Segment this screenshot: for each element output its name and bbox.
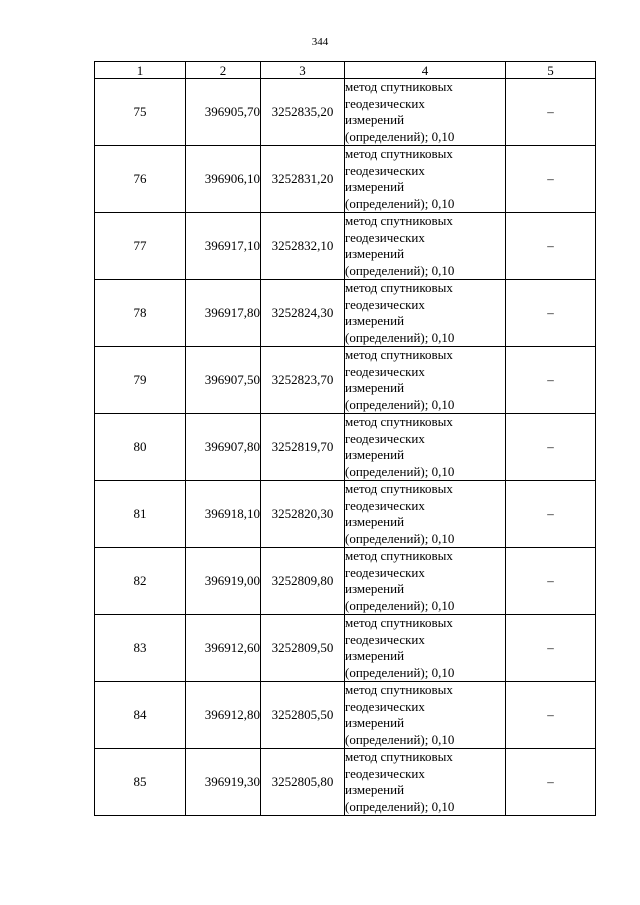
column-5-value: – [506,213,596,280]
coordinate-y: 3252819,70 [261,414,345,481]
method-line: метод спутниковых [345,414,453,429]
method-description [345,213,506,280]
method-line: (определений); 0,10 [345,597,455,613]
coordinate-x: 396918,10 [186,481,261,548]
table-row [95,146,596,213]
point-number: 78 [95,280,186,347]
method-description [345,280,506,347]
coordinate-x: 396912,80 [186,682,261,749]
point-number: 77 [95,213,186,280]
point-number: 79 [95,347,186,414]
method-line: (определений); 0,10 [345,530,455,546]
method-line: (определений); 0,10 [345,128,455,144]
method-line: метод спутниковых [345,548,453,563]
method-line: (определений); 0,10 [345,396,455,412]
column-5-value: – [506,615,596,682]
method-line: геодезических [345,229,425,245]
coordinate-y: 3252809,80 [261,548,345,615]
method-line: измерений [345,782,405,797]
table-row [95,79,596,146]
column-5-value: – [506,79,596,146]
column-5-value: – [506,146,596,213]
method-description [345,347,506,414]
point-number: 75 [95,79,186,146]
method-line: геодезических [345,698,425,714]
method-line: геодезических [345,363,425,379]
table-row [95,615,596,682]
point-number: 82 [95,548,186,615]
method-line: метод спутниковых [345,749,453,764]
header-col-2: 2 [186,62,261,79]
coordinate-x: 396912,60 [186,615,261,682]
method-line: метод спутниковых [345,481,453,496]
table-row [95,548,596,615]
method-line: метод спутниковых [345,280,453,295]
header-col-5: 5 [506,62,596,79]
coordinate-x: 396905,70 [186,79,261,146]
method-line: (определений); 0,10 [345,329,455,345]
method-line: измерений [345,715,405,730]
coordinate-y: 3252820,30 [261,481,345,548]
method-line: метод спутниковых [345,79,453,94]
method-line: метод спутниковых [345,347,453,362]
coordinate-y: 3252805,80 [261,749,345,816]
method-line: метод спутниковых [345,615,453,630]
method-line: измерений [345,112,405,127]
coordinate-x: 396917,10 [186,213,261,280]
table-row [95,749,596,816]
point-number: 85 [95,749,186,816]
coordinate-y: 3252824,30 [261,280,345,347]
method-line: геодезических [345,564,425,580]
method-description [345,548,506,615]
point-number: 84 [95,682,186,749]
method-line: (определений); 0,10 [345,195,455,211]
table-row [95,481,596,548]
method-line: геодезических [345,162,425,178]
table-row [95,682,596,749]
method-description [345,749,506,816]
coordinate-y: 3252835,20 [261,79,345,146]
method-line: (определений); 0,10 [345,664,455,680]
method-description [345,481,506,548]
method-line: геодезических [345,296,425,312]
coordinate-x: 396907,80 [186,414,261,481]
coordinate-y: 3252809,50 [261,615,345,682]
method-description [345,615,506,682]
method-line: измерений [345,514,405,529]
method-line: геодезических [345,765,425,781]
method-line: измерений [345,246,405,261]
method-line: (определений); 0,10 [345,798,455,814]
point-number: 81 [95,481,186,548]
method-description [345,146,506,213]
method-line: геодезических [345,95,425,111]
column-5-value: – [506,682,596,749]
method-line: (определений); 0,10 [345,262,455,278]
coordinate-x: 396919,30 [186,749,261,816]
method-line: геодезических [345,430,425,446]
coordinates-table [94,61,596,816]
point-number: 76 [95,146,186,213]
method-line: измерений [345,313,405,328]
column-5-value: – [506,481,596,548]
coordinate-y: 3252805,50 [261,682,345,749]
method-line: метод спутниковых [345,146,453,161]
coordinate-x: 396919,00 [186,548,261,615]
column-5-value: – [506,280,596,347]
coordinate-y: 3252832,10 [261,213,345,280]
table-row [95,213,596,280]
method-line: измерений [345,447,405,462]
column-5-value: – [506,548,596,615]
method-line: геодезических [345,631,425,647]
method-line: измерений [345,179,405,194]
coordinate-x: 396907,50 [186,347,261,414]
method-line: геодезических [345,497,425,513]
header-col-1: 1 [95,62,186,79]
table-row [95,347,596,414]
method-line: измерений [345,581,405,596]
table-body [95,79,596,816]
method-description [345,682,506,749]
column-5-value: – [506,414,596,481]
point-number: 83 [95,615,186,682]
method-line: (определений); 0,10 [345,731,455,747]
point-number: 80 [95,414,186,481]
page-number: 344 [311,36,329,48]
method-line: метод спутниковых [345,682,453,697]
method-line: метод спутниковых [345,213,453,228]
table-row [95,280,596,347]
coordinate-y: 3252823,70 [261,347,345,414]
coordinate-y: 3252831,20 [261,146,345,213]
method-line: измерений [345,648,405,663]
column-5-value: – [506,347,596,414]
table-header-row [95,62,596,79]
table-row [95,414,596,481]
method-line: измерений [345,380,405,395]
coordinate-x: 396917,80 [186,280,261,347]
header-col-4: 4 [345,62,506,79]
method-description [345,414,506,481]
column-5-value: – [506,749,596,816]
method-description [345,79,506,146]
method-line: (определений); 0,10 [345,463,455,479]
header-col-3: 3 [261,62,345,79]
coordinate-x: 396906,10 [186,146,261,213]
